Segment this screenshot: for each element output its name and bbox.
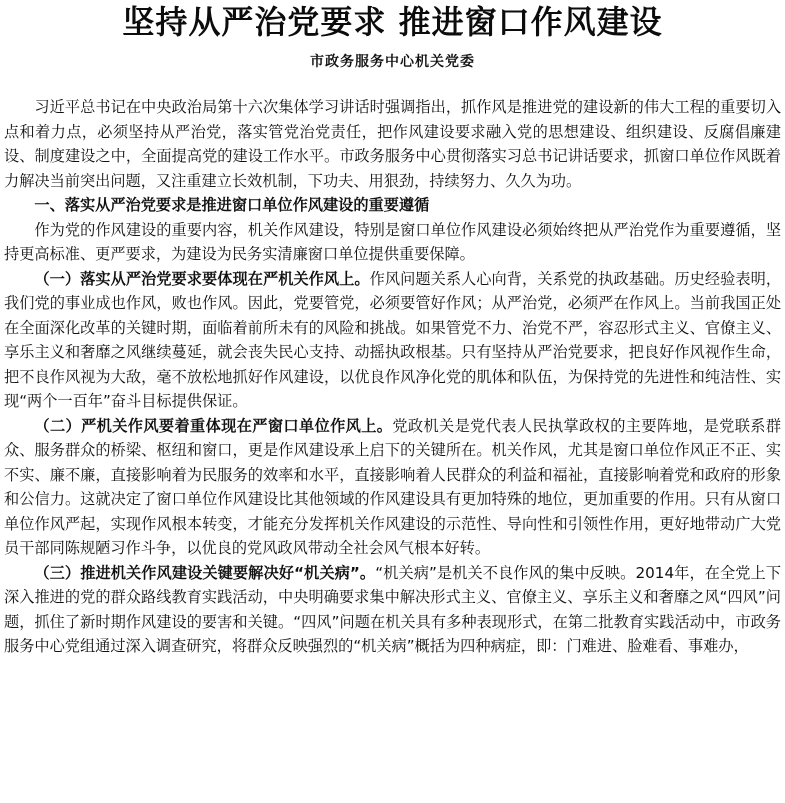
point-3-text: “机关病”是机关不良作风的集中反映。2014年，在全党上下深入推进的党的群众路线教育实践活动，中央明确要求集中解决形式主义、官僚主义、享乐主义和奢靡之风“四风”问题，抓住了新时期作风建设的要害和关键。“四风”问题在机关具有多种表现形式，在第二批教育实践活动中，市政务服务中心党组通过深入调查研究，将群众反映强烈的“机关病”概括为四种病症，即：门难进、脸难看、事难办， (4, 563, 782, 655)
paragraph-point-2 (4, 414, 781, 561)
article-title: 坚持从严治党要求 推进窗口作风建设 (122, 3, 663, 41)
point-1-lead: （一）落实从严治党要求要体现在严机关作风上。 (34, 269, 370, 288)
point-2-text: 党政机关是党代表人民执掌政权的主要阵地，是党联系群众、服务群众的桥梁、枢纽和窗口，更是作风建设承上启下的关键所在。机关作风，尤其是窗口单位作风正不正、实不实、廉不廉，直接影响着为民服务的效率和水平，直接影响着人民群众的利益和福祉，直接影响着党和政府的形象和公信力。这就决定了窗口单位作风建设比其他领域的作风建设具有更加特殊的地位，更加重要的作用。只有从窗口单位作风严起，实现作风根本转变，才能充分发挥机关作风建设的示范性、导向性和引领性作用，更好地带动广大党员干部同陈规陋习作斗争，以优良的党风政风带动全社会风气根本好转。 (4, 416, 782, 557)
article-body (4, 95, 781, 659)
paragraph-intro: 习近平总书记在中央政治局第十六次集体学习讲话时强调指出，抓作风是推进党的建设新的伟大工程的重要切入点和着力点，必须坚持从严治党，落实管党治党责任，把作风建设要求融入党的思想建设、组织建设、反腐倡廉建设、制度建设之中，全面提高党的建设工作水平。市政务服务中心贯彻落实习总书记讲话要求，抓窗口单位作风既着力解决当前突出问题，又注重建立长效机制，下功夫、用狠劲，持续努力、久久为功。 (4, 98, 781, 190)
section-heading-1: 一、落实从严治党要求是推进窗口单位作风建设的重要遵循 (34, 196, 430, 214)
point-2-lead: （二）严机关作风要着重体现在严窗口单位作风上。 (34, 416, 393, 435)
paragraph-point-3 (4, 561, 781, 659)
point-1-text: 作风问题关系人心向背，关系党的执政基础。历史经验表明，我们党的事业成也作风，败也作风。因此，党要管党，必须要管好作风；从严治党，必须严在作风上。当前我国正处在全面深化改革的关键时期，面临着前所未有的风险和挑战。如果管党不力、治党不严，容忍形式主义、官僚主义、享乐主义和奢靡之风继续蔓延，就会丧失民心支持、动摇执政根基。只有坚持从严治党要求，把良好作风视作生命，把不良作风视为大敌，毫不放松地抓好作风建设，以优良作风净化党的肌体和队伍，为保持党的先进性和纯洁性、实现“两个一百年”奋斗目标提供保证。 (4, 269, 782, 410)
paragraph-point-1 (4, 267, 781, 414)
paragraph-section-1-intro: 作为党的作风建设的重要内容，机关作风建设，特别是窗口单位作风建设必须始终把从严治党作为重要遵循，坚持更高标准、更严要求，为建设为民务实清廉窗口单位提供重要保障。 (4, 220, 781, 263)
article-author: 市政务服务中心机关党委 (310, 54, 475, 70)
point-3-lead: （三）推进机关作风建设关键要解决好“机关病”。 (34, 563, 376, 582)
